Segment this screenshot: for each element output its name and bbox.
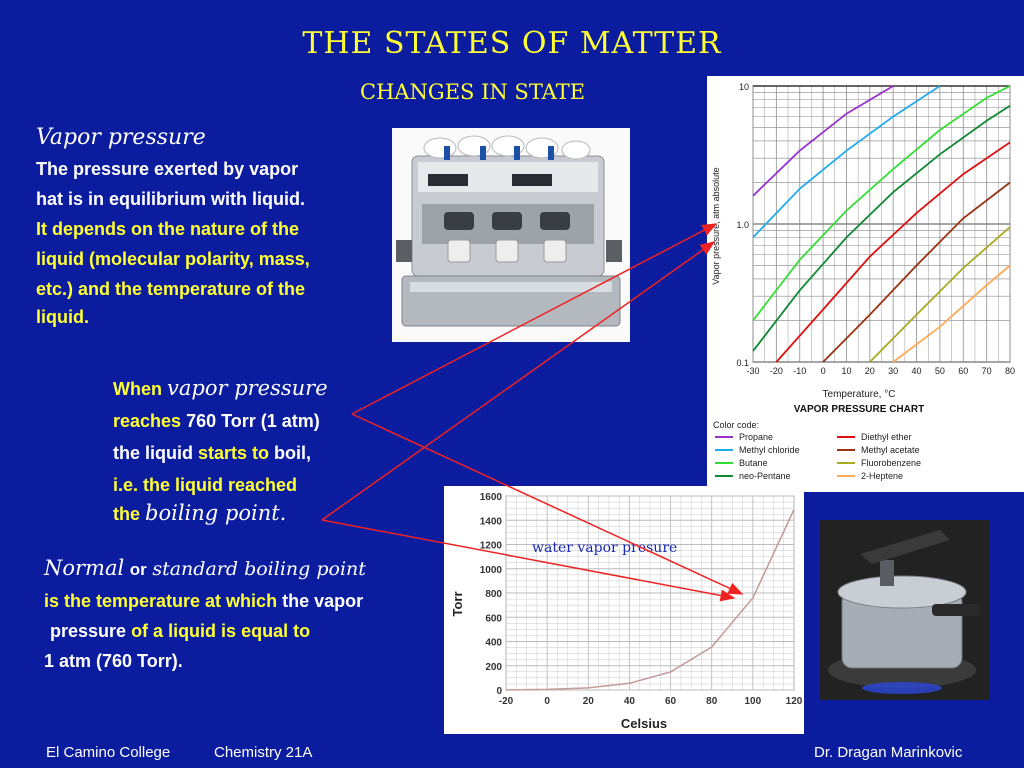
water-y-tick-label: 600 bbox=[485, 613, 502, 625]
ie-reached-text: i.e. the liquid reached bbox=[113, 475, 298, 495]
vp-x-tick-label: -20 bbox=[769, 366, 783, 376]
definition-line-1: The pressure exerted by vapor bbox=[36, 159, 299, 179]
vp-y-tick-label: 0.1 bbox=[736, 358, 749, 368]
vapor-pressure-phrase: vapor pressure bbox=[167, 376, 328, 400]
water-y-tick-label: 200 bbox=[485, 661, 502, 673]
water-x-tick-label: -20 bbox=[498, 696, 514, 707]
vp-legend-label: Fluorobenzene bbox=[861, 458, 922, 468]
is-the-temperature-text: is the temperature at which bbox=[44, 591, 278, 611]
water-y-tick-label: 1600 bbox=[479, 492, 502, 503]
arrow-to-water-curve bbox=[352, 414, 742, 594]
vp-chart-title: VAPOR PRESSURE CHART bbox=[793, 404, 925, 415]
water-y-tick-label: 1000 bbox=[479, 564, 502, 576]
vp-y-axis-label: Vapor pressure, atm absolute bbox=[711, 167, 721, 285]
dependence-line-4: liquid. bbox=[36, 307, 89, 327]
water-x-tick-label: 60 bbox=[665, 696, 677, 707]
the-vapor-text: the vapor bbox=[282, 591, 364, 611]
boil-text: boil, bbox=[274, 443, 312, 463]
water-y-tick-label: 800 bbox=[485, 589, 502, 600]
vp-x-tick-label: 80 bbox=[1004, 366, 1016, 376]
atm-text: 1 atm (760 Torr). bbox=[44, 651, 183, 671]
the-text: the bbox=[113, 504, 140, 524]
vp-x-tick-label: 60 bbox=[958, 366, 969, 376]
slide-title: THE STATES OF MATTER bbox=[302, 26, 722, 61]
vp-x-tick-label: -10 bbox=[793, 366, 807, 376]
vapor-pressure-heading: Vapor pressure bbox=[36, 125, 206, 150]
vp-y-tick-label: 10 bbox=[738, 82, 749, 92]
vp-legend-label: Methyl acetate bbox=[861, 445, 920, 455]
definition-line-2: hat is in equilibrium with liquid. bbox=[36, 189, 305, 209]
vp-legend-label: neo-Pentane bbox=[739, 471, 791, 481]
vp-color-code-label: Color code: bbox=[713, 420, 760, 430]
vp-y-tick-label: 1.0 bbox=[736, 220, 749, 230]
water-x-tick-label: 20 bbox=[582, 696, 594, 707]
vp-legend-label: Diethyl ether bbox=[861, 432, 912, 442]
vp-x-axis-label: Temperature, °C bbox=[822, 389, 896, 400]
vp-x-tick-label: 50 bbox=[934, 366, 945, 376]
water-y-tick-label: 400 bbox=[485, 637, 502, 649]
the-liquid-text: the liquid bbox=[113, 443, 193, 463]
arrow-to-water-760 bbox=[322, 520, 734, 598]
water-x-tick-label: 100 bbox=[744, 696, 762, 707]
vp-x-tick-label: 40 bbox=[911, 366, 922, 376]
dependence-line-1: It depends on the nature of the bbox=[36, 219, 300, 239]
footer-author: Dr. Dragan Marinkovic bbox=[814, 744, 963, 761]
of-liquid-text: of a liquid is equal to bbox=[131, 621, 311, 641]
water-y-tick-label: 1400 bbox=[479, 516, 502, 528]
reaches-text: reaches bbox=[113, 411, 182, 431]
water-y-axis-label: Torr bbox=[450, 591, 465, 617]
standard-boiling-point-text: standard boiling point bbox=[152, 558, 366, 580]
vp-legend-label: Butane bbox=[739, 458, 768, 468]
vp-x-tick-label: 20 bbox=[864, 366, 875, 376]
boiling-point-phrase: boiling point. bbox=[145, 501, 287, 525]
or-text: or bbox=[129, 560, 147, 579]
when-text: When bbox=[113, 379, 162, 399]
water-x-axis-label: Celsius bbox=[620, 716, 668, 731]
footer-college: El Camino College bbox=[46, 744, 171, 761]
slide-subtitle: CHANGES IN STATE bbox=[360, 80, 586, 104]
footer-course: Chemistry 21A bbox=[214, 744, 313, 761]
water-y-tick-label: 1200 bbox=[479, 540, 502, 552]
vp-x-tick-label: -30 bbox=[746, 366, 760, 376]
dependence-line-3: etc.) and the temperature of the bbox=[36, 279, 306, 299]
torr-text: 760 Torr (1 atm) bbox=[186, 411, 320, 431]
water-x-tick-label: 120 bbox=[785, 696, 803, 707]
water-x-tick-label: 40 bbox=[623, 696, 635, 707]
water-x-tick-label: 80 bbox=[706, 696, 718, 707]
vp-x-tick-label: 0 bbox=[820, 366, 826, 376]
starts-to-text: starts to bbox=[198, 443, 270, 463]
vp-x-tick-label: 70 bbox=[981, 366, 992, 376]
water-x-tick-label: 0 bbox=[544, 696, 550, 707]
arrow-to-1atm-lower bbox=[322, 242, 714, 520]
water-y-tick-label: 0 bbox=[496, 686, 502, 697]
arrow-to-1atm-upper bbox=[352, 224, 716, 414]
normal-text: Normal bbox=[44, 556, 125, 580]
vp-legend-label: 2-Heptene bbox=[861, 471, 904, 481]
vp-x-tick-label: 10 bbox=[841, 366, 852, 376]
vp-legend-label: Methyl chloride bbox=[739, 445, 800, 455]
vp-x-tick-label: 30 bbox=[888, 366, 899, 376]
vp-legend-label: Propane bbox=[739, 432, 774, 442]
dependence-line-2: liquid (molecular polarity, mass, bbox=[36, 249, 310, 269]
pressure-text: pressure bbox=[50, 621, 127, 641]
water-vapor-annotation: water vapor presure bbox=[532, 540, 678, 556]
